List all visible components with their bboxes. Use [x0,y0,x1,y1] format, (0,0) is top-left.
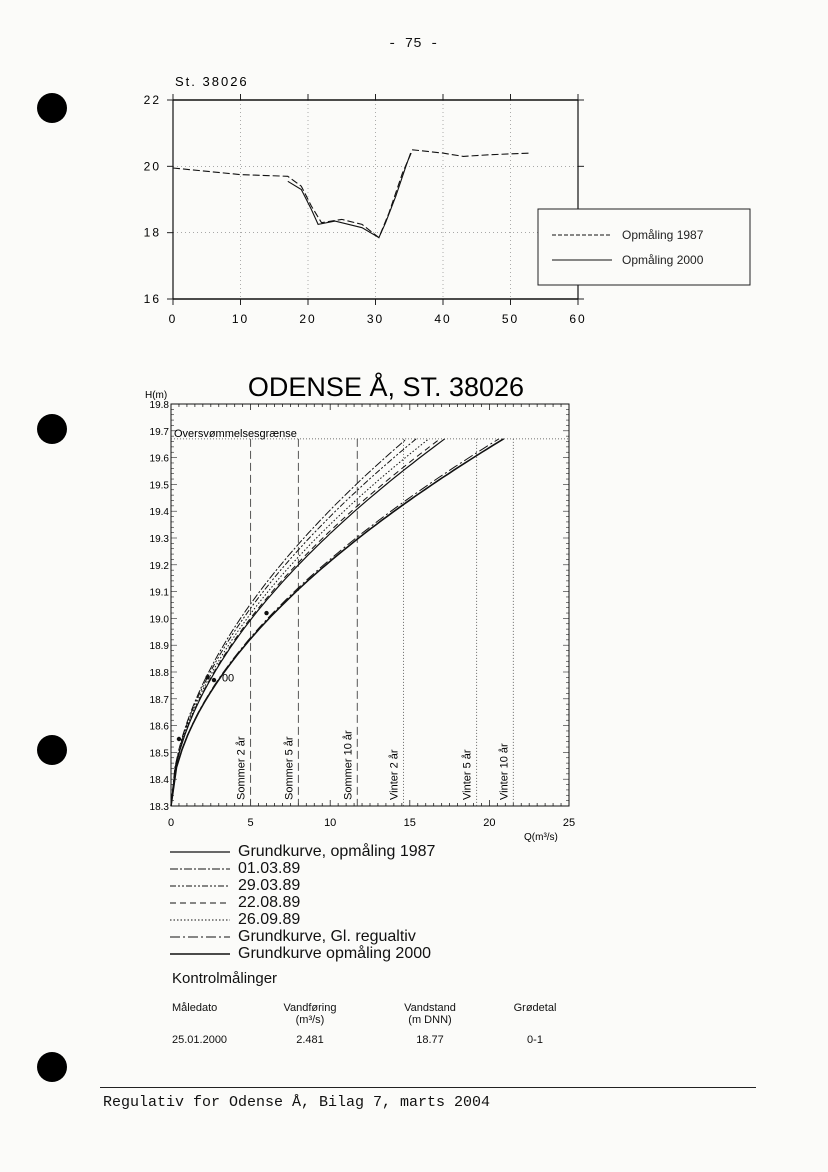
footer-text: Regulativ for Odense Å, Bilag 7, marts 2004 [103,1094,491,1111]
x-tick-label: 50 [501,312,520,326]
x-tick-label: 20 [299,312,317,326]
threshold-label: Oversvømmelsesgrænse [174,427,297,440]
y-tick-label: 19.0 [149,614,169,626]
x-tick-label: 40 [434,312,452,326]
x-tick-label: 0 [167,817,175,829]
y-tick-label: 18.8 [149,668,169,679]
measurement-point [264,611,268,615]
legend-row [170,860,300,877]
legend-label: 22.08.89 [238,893,301,911]
y-axis-label: H(m) [145,390,168,401]
y-tick-label: 20 [143,159,161,174]
control-header-weed-text: Grødetal [513,1002,557,1014]
return-period-label: Vinter 2 år [388,749,401,800]
y-tick-label: 18.3 [149,802,169,813]
legend-swatch [170,915,232,925]
x-tick-label: 10 [231,312,250,326]
rating-curve-7 [171,439,504,806]
control-header-flow-text: Vandføring (m³/s) [283,1002,337,1026]
control-header-level-text: Vandstand (m DNN) [404,1002,456,1026]
point-label: 00 [221,672,235,685]
legend-label: Grundkurve, Gl. regualtiv [238,927,416,945]
y-tick-label: 18.9 [149,641,169,653]
legend-label: 29.03.89 [238,876,301,894]
y-tick-label: 18 [143,225,161,240]
x-tick-label: 20 [483,817,496,829]
footer-rule [100,1087,756,1088]
control-header-date-text: Måledato [172,1002,218,1014]
measurement-point [205,675,209,679]
chart-title: St. 38026 [175,74,249,89]
x-tick-label: 0 [168,312,178,326]
legend-label: Grundkurve opmåling 2000 [238,944,432,962]
x-tick-label: 30 [366,312,385,326]
measurement-point [177,737,181,741]
return-period-label: Vinter 5 år [461,749,474,800]
y-tick-label: 18.6 [149,721,169,733]
legend-label: Opmåling 2000 [622,253,704,267]
legend-swatch [170,932,232,942]
control-header-date [172,1002,217,1014]
control-value-weed: 0-1 [527,1034,543,1046]
y-tick-label: 19.2 [149,560,169,572]
return-period-label: Sommer 10 år [342,730,355,800]
return-period-label: Vinter 10 år [498,743,511,800]
y-tick-label: 19.8 [149,400,169,411]
control-value-level: 18.77 [416,1034,444,1046]
measurement-point [212,678,216,682]
control-header-level [390,1002,470,1026]
x-tick-label: 25 [562,817,576,829]
y-tick-label: 18.5 [149,748,169,760]
x-tick-label: 10 [324,817,337,829]
control-title: Kontrolmålinger [172,970,278,987]
y-tick-label: 16 [143,292,161,306]
return-period-label: Sommer 2 år [235,736,248,800]
legend-row [170,945,431,962]
x-axis-label: Q(m³/s) [524,832,558,843]
chart-title: ODENSE Å, ST. 38026 [247,372,525,402]
y-tick-label: 19.3 [149,534,169,545]
legend-label: Grundkurve, opmåling 1987 [238,842,436,860]
x-tick-label: 15 [403,817,416,829]
x-tick-label: 5 [247,817,254,829]
legend-label: 01.03.89 [238,859,301,877]
y-tick-label: 18.4 [149,775,169,787]
legend-row [170,877,300,894]
legend-row [170,843,435,860]
legend-swatch [170,847,232,857]
legend-swatch [170,949,232,959]
control-header-flow [270,1002,350,1026]
y-tick-label: 19.5 [149,480,169,492]
y-tick-label: 19.7 [149,426,169,438]
return-period-label: Sommer 5 år [283,736,296,800]
rating-curve-6 [171,439,499,806]
control-value-flow: 2.481 [296,1034,324,1046]
legend-row [170,928,416,945]
control-header-weed [500,1002,570,1014]
legend-row [170,894,300,911]
y-tick-label: 19.6 [149,453,169,465]
legend-swatch [170,881,232,891]
legend-swatch [170,898,232,908]
y-tick-label: 22 [143,93,161,107]
y-tick-label: 18.7 [149,694,169,706]
y-tick-label: 19.4 [149,507,169,519]
legend-row [170,911,300,928]
punch-hole [37,1052,67,1082]
control-value-date: 25.01.2000 [172,1034,228,1046]
legend-label: Opmåling 1987 [622,228,704,242]
legend-swatch [170,864,232,874]
legend-label: 26.09.89 [238,910,301,928]
y-tick-label: 19.1 [149,587,169,599]
x-tick-label: 60 [569,312,587,326]
page-number: - 75 - [388,36,439,52]
